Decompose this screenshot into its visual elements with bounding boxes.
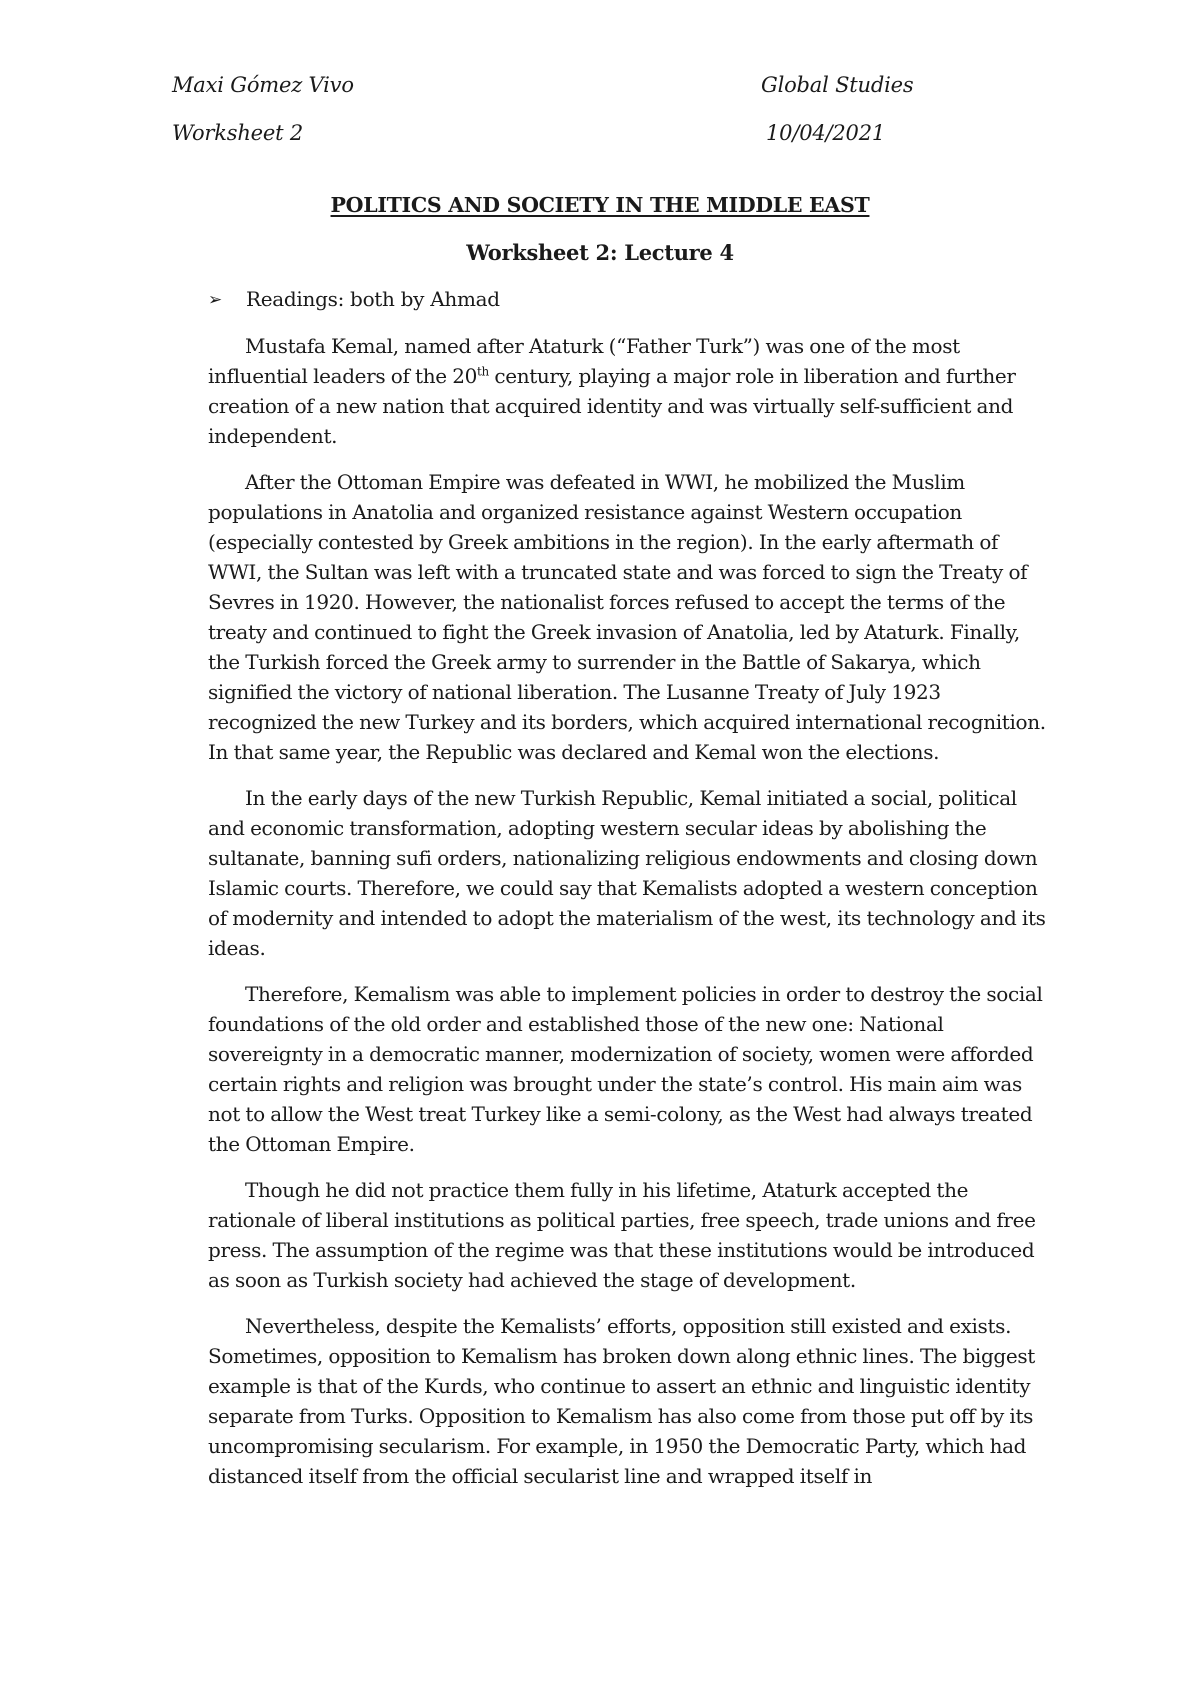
worksheet-label: Worksheet 2 [172,121,303,145]
document-date: 10/04/2021 [766,121,886,145]
arrowhead-bullet-icon: ➢ [208,290,222,310]
readings-bullet [208,287,500,311]
document-title: POLITICS AND SOCIETY IN THE MIDDLE EAST [330,193,870,217]
paragraph-6: Nevertheless, despite the Kemalists’ efforts, opposition still existed and exists. Sometimes, opposition to Kemalism has broken down along ethnic lines. The biggest example is that of the Kurds, who continue to assert an ethnic and linguistic identity separate from Turks. Opposition to Kemalism has also come from those put off by its uncompromising secularism. For example, in 1950 the Democratic Party, which had distanced itself from the official secularist line and wrapped itself in [208,1314,1035,1488]
paragraph-1: Mustafa Kemal, named after Ataturk (“Father Turk”) was one of the most influential leaders of the 20th century, playing a major role in liberation and further creation of a new nation that acquired identity and was virtually self-sufficient and independent. [208,334,1016,448]
document-subtitle: Worksheet 2: Lecture 4 [466,240,734,265]
author-name: Maxi Gómez Vivo [172,73,354,97]
ordinal-superscript: th [476,364,489,379]
paragraph-3: In the early days of the new Turkish Republic, Kemal initiated a social, political and economic transformation, adopting western secular ideas by abolishing the sultanate, banning sufi orders, nationalizing religious endowments and closing down Islamic courts. Therefore, we could say that Kemalists adopted a western conception of modernity and intended to adopt the materialism of the west, its technology and its ideas. [208,786,1046,960]
course-name: Global Studies [761,73,914,97]
readings-text: Readings: both by Ahmad [246,287,500,311]
paragraph-4: Therefore, Kemalism was able to implement policies in order to destroy the social foundations of the old order and established those of the new one: National sovereignty in a democratic manner, modernization of society, women were afforded certain rights and religion was brought under the state’s control. His main aim was not to allow the West treat Turkey like a semi-colony, as the West had always treated the Ottoman Empire. [208,982,1043,1156]
paragraph-5: Though he did not practice them fully in his lifetime, Ataturk accepted the rationale of liberal institutions as political parties, free speech, trade unions and free press. The assumption of the regime was that these institutions would be introduced as soon as Turkish society had achieved the stage of development. [208,1178,1036,1292]
body-text [208,331,1050,1507]
paragraph-2: After the Ottoman Empire was defeated in WWI, he mobilized the Muslim populations in Anatolia and organized resistance against Western occupation (especially contested by Greek ambitions in the region). In the early aftermath of WWI, the Sultan was left with a truncated state and was forced to sign the Treaty of Sevres in 1920. However, the nationalist forces refused to accept the terms of the treaty and continued to fight the Greek invasion of Anatolia, led by Ataturk. Finally, the Turkish forced the Greek army to surrender in the Battle of Sakarya, which signified the victory of national liberation. The Lusanne Treaty of July 1923 recognized the new Turkey and its borders, which acquired international recognition. In that same year, the Republic was declared and Kemal won the elections. [208,470,1046,764]
